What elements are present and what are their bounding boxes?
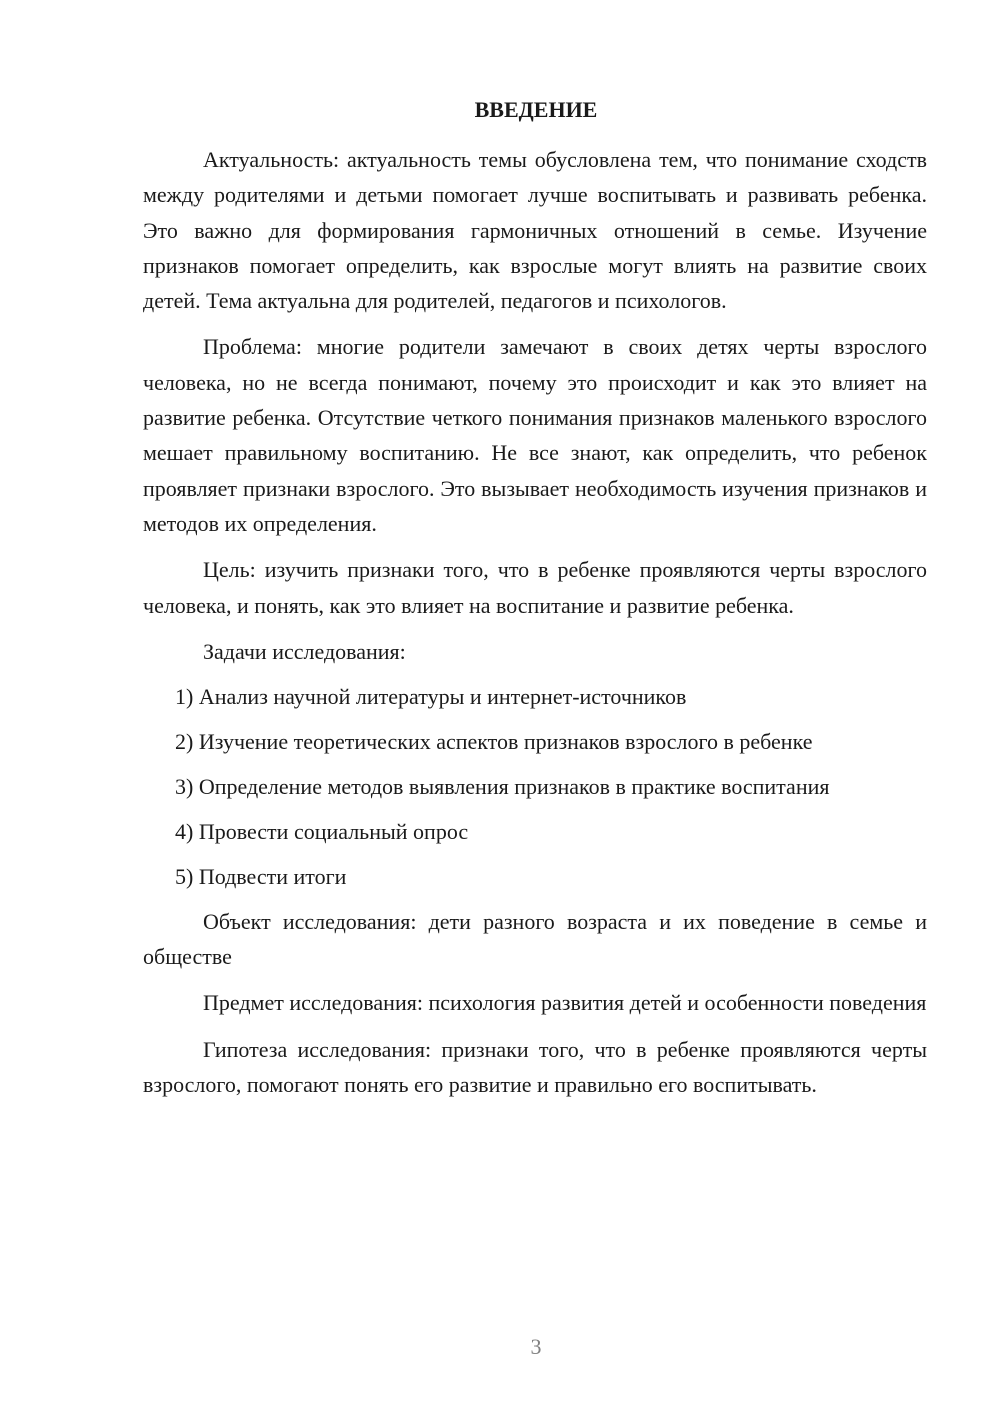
hypothesis-paragraph: Гипотеза исследования: признаки того, что в ребенке проявляются черты взрослого, помогают понять его развитие и правильно его воспитывать.: [143, 1036, 927, 1098]
subject-paragraph: Предмет исследования: психология развития детей и особенности поведения: [203, 990, 927, 1016]
page-number: 3: [530, 1334, 542, 1359]
problem-paragraph: Проблема: многие родители замечают в своих детях черты взрослого человека, но не всегда понимают, почему это происходит и как это влияет на развитие ребенка. Отсутствие четкого понимания признаков маленького взрослого мешает правильному воспитанию. Не все знают, как определить, что ребенок проявляет признаки взрослого. Это вызывает необходимость изучения признаков и методов их определения.: [143, 334, 927, 536]
task-item: 1) Анализ научной литературы и интернет-источников: [175, 683, 687, 709]
object-paragraph: Объект исследования: дети разного возраста и их поведение в семье и обществе: [143, 908, 927, 970]
page-title: ВВЕДЕНИЕ: [474, 97, 598, 122]
task-item: 2) Изучение теоретических аспектов признаков взрослого в ребенке: [175, 728, 813, 754]
task-item: 5) Подвести итоги: [175, 863, 347, 889]
task-item: 3) Определение методов выявления признаков в практике воспитания: [175, 773, 830, 799]
document-page: [143, 92, 927, 1102]
tasks-heading: Задачи исследования:: [203, 638, 406, 664]
task-item: 4) Провести социальный опрос: [175, 818, 469, 844]
goal-paragraph: Цель: изучить признаки того, что в ребенке проявляются черты взрослого человека, и понять, как это влияет на воспитание и развитие ребенка.: [143, 557, 927, 618]
relevance-paragraph: Актуальность: актуальность темы обусловлена тем, что понимание сходств между родителями и детьми помогает лучше воспитывать и развивать ребенка. Это важно для формирования гармоничных отношений в семье. Изучение признаков помогает определить, как взрослые могут влиять на развитие своих детей. Тема актуальна для родителей, педагогов и психологов.: [143, 147, 927, 314]
